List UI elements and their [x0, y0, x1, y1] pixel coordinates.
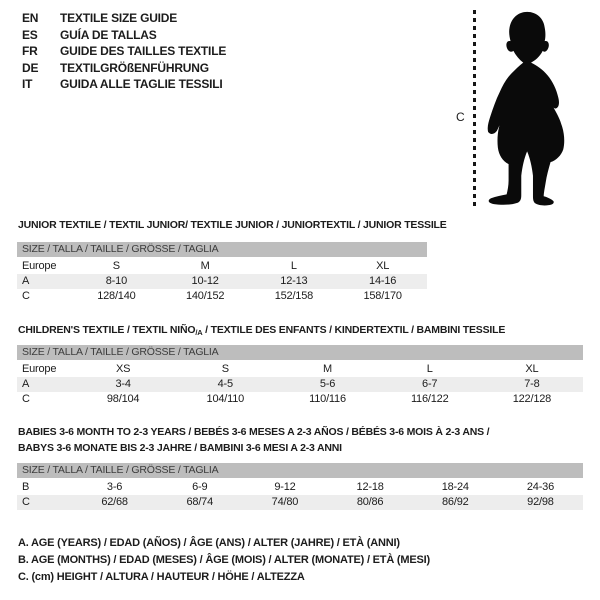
- size-cell: 92/98: [527, 496, 554, 508]
- size-cell: S: [221, 363, 229, 375]
- language-code: DE: [22, 60, 39, 75]
- size-cell: 98/104: [106, 393, 140, 405]
- row-label: C: [22, 496, 30, 508]
- table-header-bar: SIZE / TALLA / TAILLE / GRÖSSE / TAGLIA: [17, 345, 583, 360]
- language-label: GUIDA ALLE TAGLIE TESSILI: [60, 77, 223, 91]
- size-cell: L: [426, 363, 433, 375]
- language-code: EN: [22, 11, 39, 25]
- row-label: Europe: [22, 260, 57, 272]
- section-title-children: [18, 322, 505, 341]
- size-cell: 116/122: [410, 393, 449, 405]
- section-title-junior: JUNIOR TEXTILE / TEXTIL JUNIOR/ TEXTILE JUNIOR / JUNIORTEXTIL / JUNIOR TESSILE: [18, 219, 447, 231]
- table-row-months: [17, 480, 583, 495]
- height-measure-label: C: [456, 110, 465, 124]
- language-row: [22, 43, 226, 60]
- language-row: [22, 27, 226, 44]
- table-row-europe: [17, 362, 583, 377]
- language-label: GUÍA DE TALLAS: [60, 27, 157, 42]
- size-cell: 128/140: [97, 290, 136, 302]
- size-cell: 6-9: [192, 481, 208, 493]
- size-cell: M: [323, 363, 332, 375]
- table-row-age: [17, 377, 583, 392]
- title-line-2: BABYS 3-6 MONATE BIS 2-3 JAHRE / BAMBINI 3-6 MESI A 2-3 ANNI: [18, 442, 342, 454]
- toddler-silhouette-icon: [482, 8, 582, 208]
- row-label: A: [22, 275, 30, 287]
- size-cell: 74/80: [271, 496, 299, 508]
- size-cell: 12-18: [356, 481, 384, 493]
- size-cell: XS: [115, 363, 131, 375]
- table-header-bar: SIZE / TALLA / TAILLE / GRÖSSE / TAGLIA: [17, 242, 427, 257]
- row-label: C: [22, 393, 30, 405]
- row-label: A: [22, 378, 30, 390]
- section-title-babies: [18, 424, 489, 456]
- size-cell: 12-13: [280, 275, 308, 287]
- size-cell: 14-16: [369, 275, 397, 287]
- table-row-height: [17, 392, 583, 407]
- note-age-years: A. AGE (YEARS) / EDAD (AÑOS) / ÂGE (ANS) / ALTER (JAHRE) / ETÀ (ANNI): [18, 537, 400, 549]
- language-row: [22, 10, 226, 27]
- size-cell: 18-24: [441, 481, 469, 493]
- size-table-babies: [17, 463, 583, 510]
- size-cell: 140/152: [185, 290, 225, 302]
- table-header-bar: SIZE / TALLA / TAILLE / GRÖSSE / TAGLIA: [17, 463, 583, 478]
- table-row-europe: [17, 259, 427, 274]
- size-cell: 8-10: [105, 275, 127, 287]
- language-row: [22, 76, 226, 93]
- size-cell: 3-6: [106, 481, 123, 493]
- row-label: Europe: [22, 363, 57, 375]
- table-row-age: [17, 274, 427, 289]
- language-code: ES: [22, 27, 38, 42]
- size-cell: 9-12: [274, 481, 296, 493]
- language-code: IT: [22, 77, 33, 91]
- size-cell: 86/92: [442, 496, 469, 508]
- size-cell: 122/128: [512, 393, 552, 405]
- size-table-junior: [17, 242, 427, 304]
- size-cell: XL: [376, 260, 390, 272]
- size-cell: 80/86: [356, 496, 384, 508]
- size-cell: 3-4: [115, 378, 131, 390]
- row-label: B: [22, 481, 30, 493]
- size-cell: S: [112, 260, 120, 272]
- row-label: C: [22, 290, 30, 302]
- title-part: CHILDREN'S TEXTILE / TEXTIL NIÑO: [18, 324, 196, 336]
- size-cell: L: [290, 260, 297, 272]
- size-cell: 68/74: [186, 496, 214, 508]
- table-row-height: [17, 495, 583, 510]
- size-cell: 158/170: [363, 290, 402, 302]
- title-line-1: BABIES 3-6 MONTH TO 2-3 YEARS / BEBÉS 3-6 MESES A 2-3 AÑOS / BÉBÉS 3-6 MOIS À 2-3 ANS /: [18, 426, 490, 438]
- size-cell: XL: [525, 363, 539, 375]
- size-cell: 104/110: [206, 393, 245, 405]
- size-cell: 7-8: [524, 378, 540, 390]
- note-age-months: B. AGE (MONTHS) / EDAD (MESES) / ÂGE (MOIS) / ALTER (MONATE) / ETÀ (MESI): [18, 554, 430, 566]
- title-subscript: /A: [195, 328, 203, 337]
- size-cell: M: [200, 260, 210, 272]
- legend-notes: [18, 535, 430, 586]
- language-label: TEXTILGRÖßENFÜHRUNG: [60, 60, 209, 75]
- language-code: FR: [22, 44, 38, 58]
- size-cell: 152/158: [274, 290, 314, 302]
- size-cell: 6-7: [422, 378, 438, 390]
- language-title-block: [22, 10, 226, 93]
- size-cell: 24-36: [526, 481, 555, 493]
- title-part: / TEXTILE DES ENFANTS / KINDERTEXTIL / BAMBINI TESSILE: [202, 324, 506, 336]
- table-row-height: [17, 289, 427, 304]
- note-height-cm: C. (cm) HEIGHT / ALTURA / HAUTEUR / HÖHE / ALTEZZA: [18, 571, 305, 583]
- language-label: GUIDE DES TAILLES TEXTILE: [60, 44, 227, 58]
- size-cell: 4-5: [217, 378, 233, 390]
- language-row: [22, 60, 226, 77]
- size-cell: 62/68: [101, 496, 128, 508]
- language-label: TEXTILE SIZE GUIDE: [60, 11, 178, 25]
- size-cell: 110/116: [309, 393, 346, 405]
- size-cell: 10-12: [191, 275, 219, 287]
- height-measure-dashed-line: [473, 10, 476, 206]
- size-table-children: [17, 345, 583, 407]
- size-cell: 5-6: [319, 378, 336, 390]
